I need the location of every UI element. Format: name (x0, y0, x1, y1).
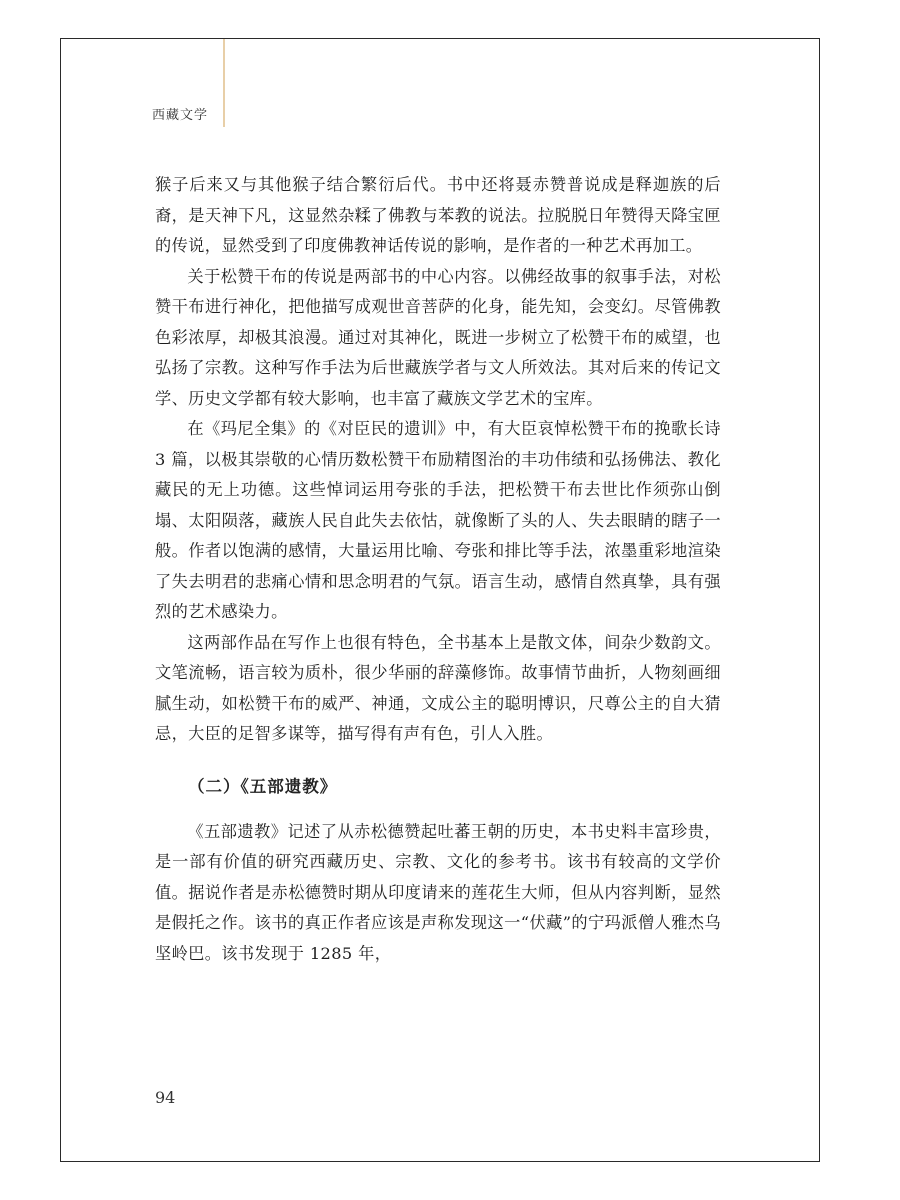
running-head-title: 西藏文学 (152, 108, 209, 123)
header-divider (223, 39, 225, 127)
section-heading: （二）《五部遗教》 (188, 776, 338, 796)
page-number: 94 (155, 1088, 176, 1107)
page-body (155, 170, 721, 969)
body-paragraph: 《五部遗教》记述了从赤松德赞起吐蕃王朝的历史，本书史料丰富珍贵，是一部有价值的研究西藏历史、宗教、文化的参考书。该书有较高的文学价值。据说作者是赤松德赞时期从印度请来的莲花生大师，但从内容判断，显然是假托之作。该书的真正作者应该是声称发现这一“伏藏”的宁玛派僧人雅杰乌坚岭巴。该书发现于 1285 年， (155, 821, 721, 963)
body-paragraph: 猴子后来又与其他猴子结合繁衍后代。书中还将聂赤赞普说成是释迦族的后裔，是天神下凡，这显然杂糅了佛教与苯教的说法。拉脱脱日年赞得天降宝匣的传说，显然受到了印度佛教神话传说的影响，是作者的一种艺术再加工。 (155, 175, 721, 255)
body-paragraph: 在《玛尼全集》的《对臣民的遗训》中，有大臣哀悼松赞干布的挽歌长诗 3 篇，以极其崇敬的心情历数松赞干布励精图治的丰功伟绩和弘扬佛法、教化藏民的无上功德。这些悼词运用夸张的手法，把松赞干布去世比作须弥山倒塌、太阳陨落，藏族人民自此失去依怙，就像断了头的人、失去眼睛的瞎子一般。作者以饱满的感情，大量运用比喻、夸张和排比等手法，浓墨重彩地渲染了失去明君的悲痛心情和思念明君的气氛。语言生动，感情自然真挚，具有强烈的艺术感染力。 (155, 419, 721, 621)
body-paragraph: 关于松赞干布的传说是两部书的中心内容。以佛经故事的叙事手法，对松赞干布进行神化，把他描写成观世音菩萨的化身，能先知，会变幻。尽管佛教色彩浓厚，却极其浪漫。通过对其神化，既进一步树立了松赞干布的威望，也弘扬了宗教。这种写作手法为后世藏族学者与文人所效法。其对后来的传记文学、历史文学都有较大影响，也丰富了藏族文学艺术的宝库。 (155, 266, 721, 408)
body-paragraph: 这两部作品在写作上也很有特色，全书基本上是散文体，间杂少数韵文。文笔流畅，语言较为质朴，很少华丽的辞藻修饰。故事情节曲折，人物刻画细腻生动，如松赞干布的威严、神通，文成公主的聪明博识，尺尊公主的自大猜忌，大臣的足智多谋等，描写得有声有色，引人入胜。 (155, 632, 721, 743)
